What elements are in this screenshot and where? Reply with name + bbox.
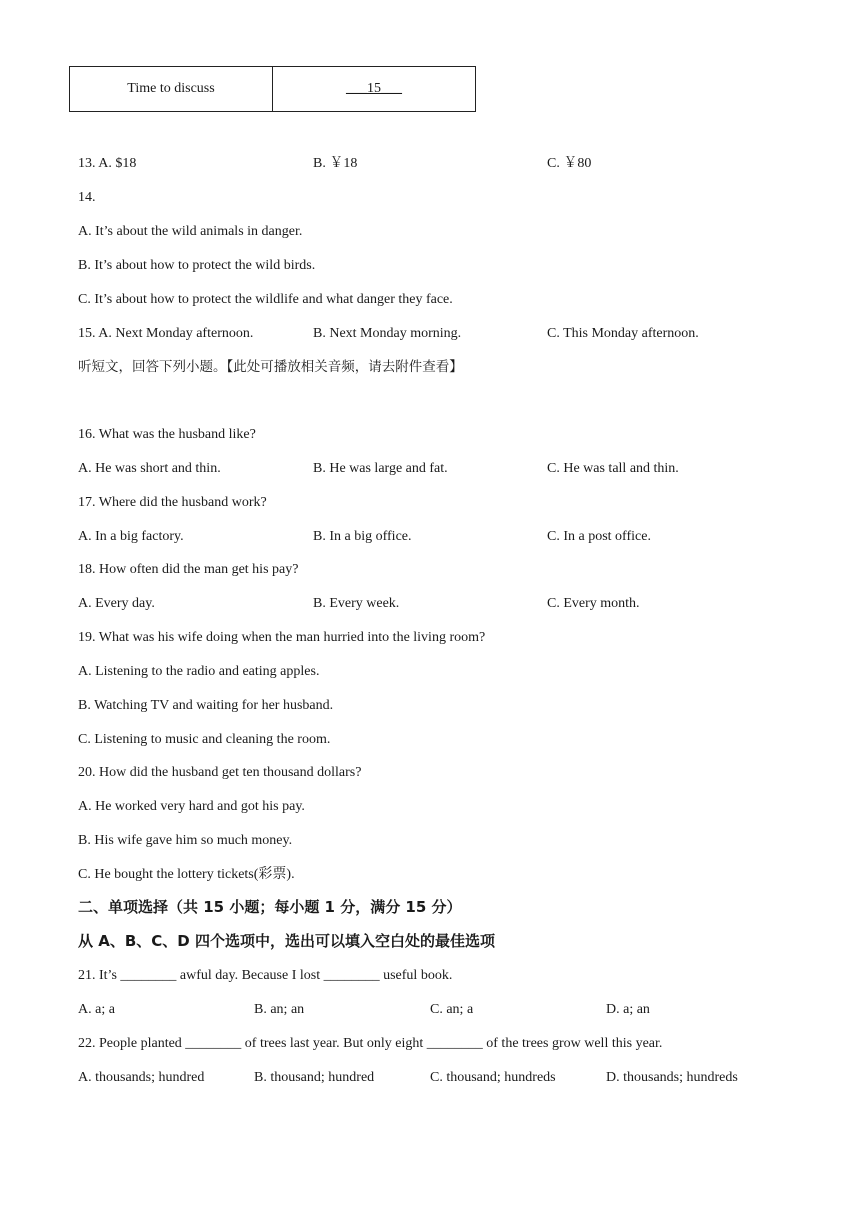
table-label: Time to discuss bbox=[127, 81, 215, 96]
q22-option-d: D. thousands; hundreds bbox=[606, 1070, 738, 1085]
q15-option-a: 15. A. Next Monday afternoon. bbox=[78, 326, 254, 341]
table-label-cell bbox=[70, 67, 273, 112]
q19-option-b: B. Watching TV and waiting for her husband. bbox=[78, 698, 334, 713]
q14-option-c: C. It’s about how to protect the wildlife and what danger they face. bbox=[78, 292, 453, 307]
q14-option-a: A. It’s about the wild animals in danger. bbox=[78, 224, 303, 239]
q16-stem: 16. What was the husband like? bbox=[78, 427, 256, 442]
q19-option-c: C. Listening to music and cleaning the room. bbox=[78, 732, 331, 747]
q21-option-b: B. an; an bbox=[254, 1002, 305, 1017]
q17-option-c: C. In a post office. bbox=[547, 529, 651, 544]
listening-instruction: 听短文，回答下列小题。【此处可播放相关音频，请去附件查看】 bbox=[78, 359, 463, 375]
q13-option-b: B. ￥18 bbox=[313, 156, 358, 171]
q19-option-a: A. Listening to the radio and eating apples. bbox=[78, 664, 320, 679]
q22-option-b: B. thousand; hundred bbox=[254, 1070, 375, 1085]
q22-stem: 22. People planted ________ of trees last year. But only eight ________ of the trees grow well this year. bbox=[78, 1036, 663, 1051]
q17-option-b: B. In a big office. bbox=[313, 529, 412, 544]
section2-instruction: 从 A、B、C、D 四个选项中，选出可以填入空白处的最佳选项 bbox=[78, 932, 495, 950]
q18-option-b: B. Every week. bbox=[313, 596, 400, 611]
q20-option-c: C. He bought the lottery tickets(彩票). bbox=[78, 867, 295, 882]
q16-option-c: C. He was tall and thin. bbox=[547, 461, 679, 476]
q21-option-d: D. a; an bbox=[606, 1002, 650, 1017]
q22-option-c: C. thousand; hundreds bbox=[430, 1070, 556, 1085]
q16-option-b: B. He was large and fat. bbox=[313, 461, 448, 476]
q21-stem: 21. It’s ________ awful day. Because I lost ________ useful book. bbox=[78, 968, 453, 983]
q13-option-c: C. ￥80 bbox=[547, 156, 592, 171]
q14-number: 14. bbox=[78, 190, 96, 205]
q17-stem: 17. Where did the husband work? bbox=[78, 495, 267, 510]
section2-title: 二、单项选择（共 15 小题；每小题 1 分，满分 15 分） bbox=[78, 898, 462, 916]
q18-option-a: A. Every day. bbox=[78, 596, 155, 611]
q18-stem: 18. How often did the man get his pay? bbox=[78, 562, 299, 577]
q19-stem: 19. What was his wife doing when the man hurried into the living room? bbox=[78, 630, 486, 645]
q16-option-a: A. He was short and thin. bbox=[78, 461, 221, 476]
q20-option-b: B. His wife gave him so much money. bbox=[78, 833, 293, 848]
table-value: ___15___ bbox=[346, 81, 402, 96]
q18-option-c: C. Every month. bbox=[547, 596, 640, 611]
q15-option-c: C. This Monday afternoon. bbox=[547, 326, 699, 341]
info-table bbox=[69, 66, 476, 112]
q13-option-a: 13. A. $18 bbox=[78, 156, 137, 171]
q15-option-b: B. Next Monday morning. bbox=[313, 326, 462, 341]
q17-option-a: A. In a big factory. bbox=[78, 529, 184, 544]
q14-option-b: B. It’s about how to protect the wild birds. bbox=[78, 258, 316, 273]
q21-option-a: A. a; a bbox=[78, 1002, 115, 1017]
q20-stem: 20. How did the husband get ten thousand dollars? bbox=[78, 765, 362, 780]
table-value-cell bbox=[273, 67, 476, 112]
q21-option-c: C. an; a bbox=[430, 1002, 474, 1017]
q22-option-a: A. thousands; hundred bbox=[78, 1070, 205, 1085]
q20-option-a: A. He worked very hard and got his pay. bbox=[78, 799, 305, 814]
